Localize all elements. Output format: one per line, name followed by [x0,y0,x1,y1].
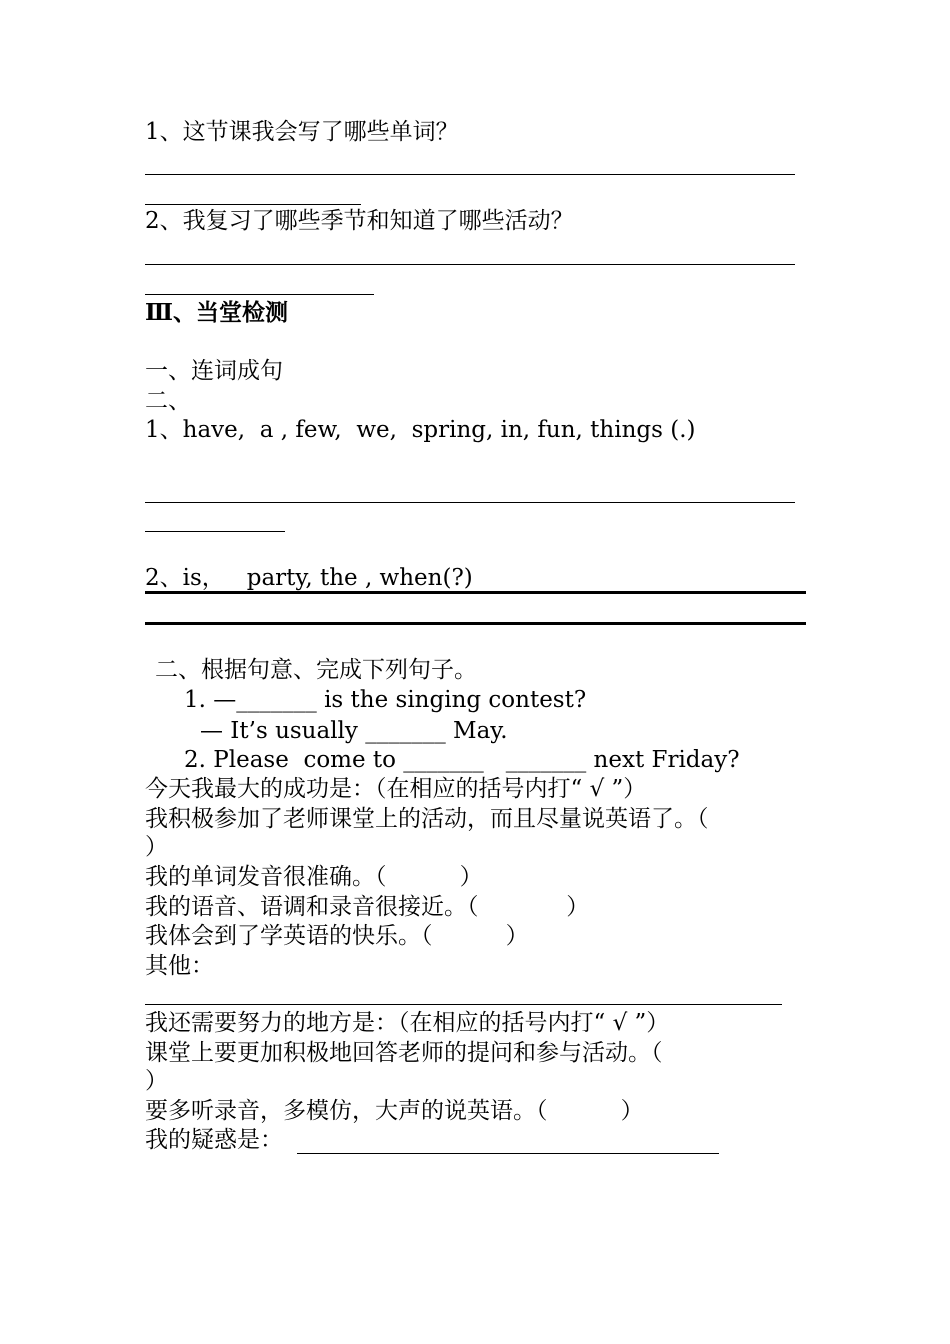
answer-line[interactable] [145,264,795,265]
answer-line[interactable] [145,1004,782,1005]
improve-title: 我还需要努力的地方是：（在相应的括号内打“ √ ”） [145,1010,670,1036]
answer-line[interactable] [145,502,795,503]
reflection-question-2: 2、我复习了哪些季节和知道了哪些活动？ [145,208,574,234]
success-title: 今天我最大的成功是：（在相应的括号内打“ √ ”） [145,776,647,802]
improve-item-1-bracket[interactable]: ） [145,1068,168,1094]
success-item-4: 我体会到了学英语的快乐。（ ） [145,923,529,949]
section-title: Ⅲ、当堂检测 [145,299,289,326]
doubt-label: 我的疑惑是： [145,1127,283,1153]
answer-line[interactable] [145,294,374,295]
success-item-2: 我的单词发音很准确。（ ） [145,864,483,890]
part1-title: 一、连词成句 [145,358,283,384]
part2-sentence-2: 2. Please come to _______ _______ next Friday? [184,747,740,773]
reflection-question-1: 1、这节课我会写了哪些单词？ [145,119,459,145]
success-item-1: 我积极参加了老师课堂上的活动，而且尽量说英语了。（ [145,806,709,832]
answer-line[interactable] [145,174,795,175]
success-item-1-bracket[interactable]: ） [145,834,168,860]
part1-item-2: 2、is， party, the , when(?) [145,565,473,591]
answer-line[interactable] [145,622,806,625]
answer-line[interactable] [145,204,361,205]
answer-line[interactable] [145,591,806,594]
improve-item-1: 课堂上要更加积极地回答老师的提问和参与活动。（ [145,1040,663,1066]
answer-line[interactable] [297,1153,719,1154]
success-item-3: 我的语音、语调和录音很接近。（ ） [145,894,590,920]
part2-title: 二、根据句意、完成下列句子。 [155,657,477,683]
part2-sentence-1a: 1. —_______ is the singing contest? [184,687,587,713]
improve-item-2: 要多听录音，多模仿，大声的说英语。（ ） [145,1098,644,1124]
answer-line[interactable] [145,531,285,532]
part1-subheading: 二、 [145,388,191,414]
part1-item-1: 1、have, a , few, we, spring, in, fun, things (.) [145,417,696,443]
part2-sentence-1b: — It’s usually _______ May. [200,718,508,744]
other-label: 其他： [145,953,214,979]
